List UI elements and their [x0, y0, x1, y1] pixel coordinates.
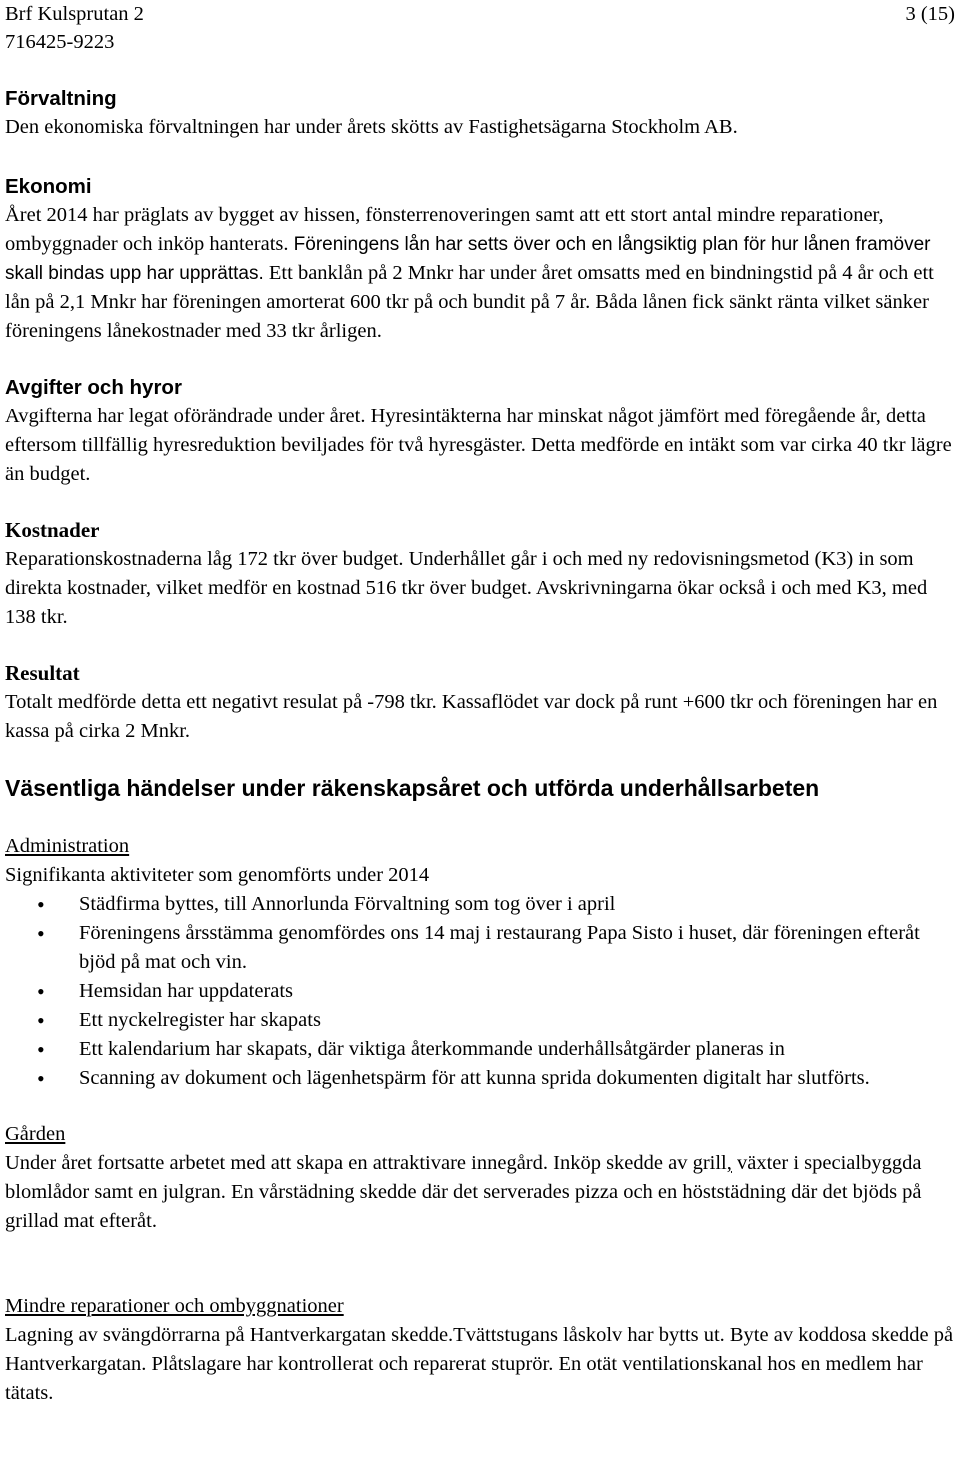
text-garden-comma: , [726, 1152, 732, 1174]
heading-avgifter: Avgifter och hyror [5, 376, 182, 399]
text-garden-part2: växter i specialbyggda blomlådor samt en julgran. En vårstädning skedde där det serverades pizza och en höststädning där det bjöds på grillad mat efteråt. [5, 1152, 922, 1232]
heading-administration: Administration [5, 835, 130, 857]
list-item: • Ett nyckelregister har skapats [5, 1006, 955, 1035]
text-ekonomi [5, 201, 955, 346]
section-mindre [5, 1292, 955, 1408]
list-item: • Scanning av dokument och lägenhetspärm för att kunna sprida dokumenten digitalt har slutförts. [5, 1064, 955, 1093]
document-page [5, 0, 955, 1408]
section-kostnader [5, 516, 955, 632]
heading-resultat: Resultat [5, 661, 80, 685]
list-item: • Ett kalendarium har skapats, där viktiga återkommande underhållsåtgärder planeras in [5, 1035, 955, 1064]
section-forvaltning [5, 84, 955, 142]
text-ekonomi-part1: Året 2014 har präglats av bygget av hissen, fönsterrenoveringen samt att ett stort antal mindre reparationer, ombyggnader och inköp hanterats. [5, 204, 884, 255]
section-vasentliga [5, 773, 955, 803]
text-forvaltning: Den ekonomiska förvaltningen har under årets skötts av Fastighetsägarna Stockholm AB. [5, 116, 738, 138]
heading-forvaltning: Förvaltning [5, 87, 117, 110]
section-administration [5, 832, 955, 1093]
text-administration-intro: Signifikanta aktiviteter som genomförts under 2014 [5, 864, 430, 886]
list-item: • Föreningens årsstämma genomfördes ons 14 maj i restaurang Papa Sisto i huset, där föreningen efteråt bjöd på mat och vin. [5, 919, 955, 977]
administration-list [5, 890, 955, 1093]
org-number: 716425-9223 [5, 31, 115, 53]
text-garden [5, 1149, 955, 1236]
text-resultat: Totalt medförde detta ett negativt resulat på -798 tkr. Kassaflödet var dock på runt +600 tkr och föreningen har en kassa på cirka 2 Mnkr. [5, 691, 938, 742]
section-resultat [5, 659, 955, 746]
text-kostnader: Reparationskostnaderna låg 172 tkr över budget. Underhållet går i och med ny redovisningsmetod (K3) in som direkta kostnader, vilket medför en kostnad 516 tkr över budget. Avskrivningarna ökar också i och med K3, med 138 tkr. [5, 548, 928, 628]
text-garden-part1: Under året fortsatte arbetet med att skapa en attraktivare innegård. Inköp skedde av grill [5, 1152, 727, 1174]
heading-kostnader: Kostnader [5, 518, 100, 542]
text-ekonomi-part3: Ett banklån på 2 Mnkr har under året omsatts med en bindningstid på 4 år och ett lån på 2,1 Mnkr har föreningen amorterat 600 tkr på och bundit på 7 år. Båda lånen fick sänkt ränta vilket sänker föreningens lånekostnader med 33 tkr årligen. [5, 262, 934, 342]
heading-garden: Gården [5, 1123, 66, 1145]
page-number: 3 (15) [905, 3, 955, 25]
text-mindre: Lagning av svängdörrarna på Hantverkargatan skedde.Tvättstugans låskolv har bytts ut. Byte av koddosa skedde på Hantverkargatan. Plåtslagare har kontrollerat och reparerat stuprör. En otät ventilationskanal hos en medlem har tätats. [5, 1324, 954, 1404]
section-ekonomi [5, 172, 955, 346]
text-avgifter: Avgifterna har legat oförändrade under året. Hyresintäkterna har minskat något jämfört med föregående år, detta eftersom tillfällig hyresreduktion beviljades för två hyresgäster. Detta medförde en intäkt som var cirka 40 tkr lägre än budget. [5, 405, 952, 485]
text-ekonomi-part2: Föreningens lån har setts över och en långsiktig plan för hur lånen framöver skall bindas upp har upprättas. [5, 234, 931, 284]
page-header [5, 0, 955, 58]
heading-vasentliga: Väsentliga händelser under räkenskapsåret och utförda underhållsarbeten [5, 775, 820, 801]
heading-mindre: Mindre reparationer och ombyggnationer [5, 1295, 344, 1317]
section-avgifter [5, 373, 955, 489]
list-item: • Städfirma byttes, till Annorlunda Förvaltning som tog över i april [5, 890, 955, 919]
section-garden [5, 1120, 955, 1236]
association-name: Brf Kulsprutan 2 [5, 3, 144, 25]
list-item: • Hemsidan har uppdaterats [5, 977, 955, 1006]
heading-ekonomi: Ekonomi [5, 175, 92, 198]
